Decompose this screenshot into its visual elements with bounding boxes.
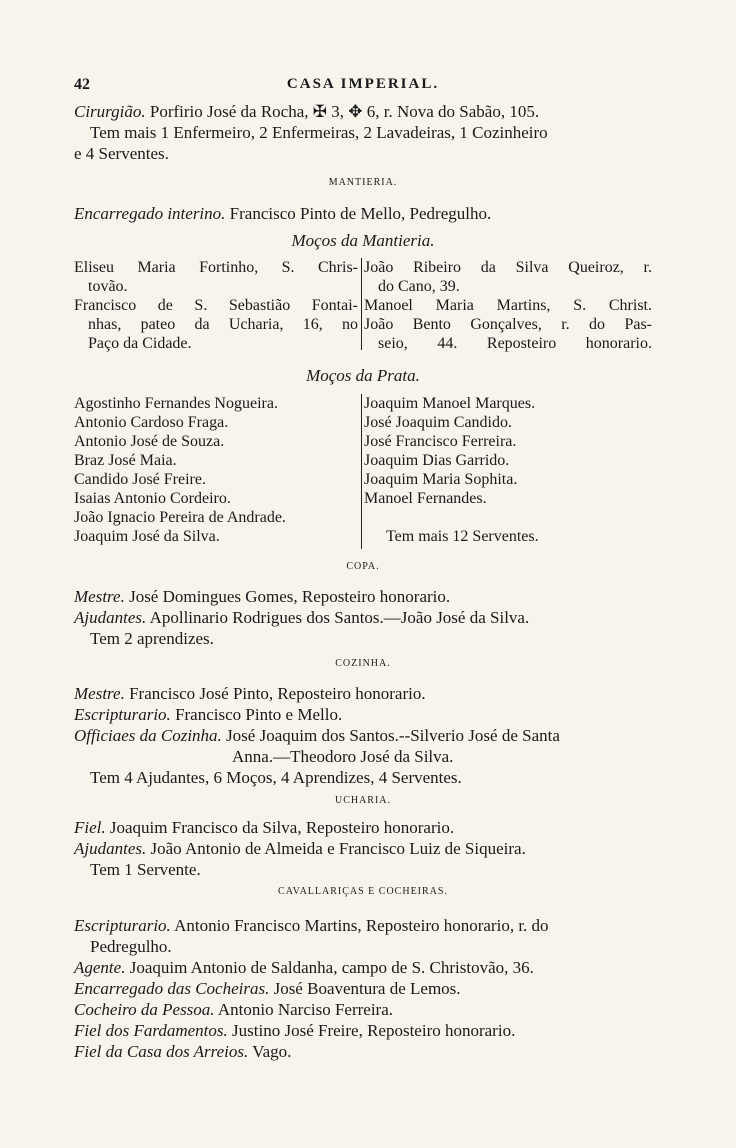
- section-heading-mantieria: MANTIERIA.: [328, 177, 398, 188]
- column-line: João Bento Gonçalves, r. do Pas-: [364, 316, 652, 333]
- column-line: José Francisco Ferreira.: [364, 433, 517, 450]
- subheading-mocos-mantieria: Moços da Mantieria.: [291, 231, 435, 250]
- cav-fiel-fardamentos: Fiel dos Fardamentos. Justino José Freire, Reposteiro honorario.: [74, 1021, 516, 1040]
- cozinha-mestre: Mestre. Francisco José Pinto, Reposteiro honorario.: [74, 684, 426, 703]
- cozinha-block: [74, 683, 652, 788]
- cirurgiao-line: Cirurgião. Porfirio José da Rocha, ✠ 3, ✥ 6, r. Nova do Sabão, 105.: [74, 102, 540, 121]
- column-line: Joaquim Dias Garrido.: [364, 452, 510, 469]
- section-heading-copa: COPA.: [346, 561, 380, 572]
- column-line: Antonio Cardoso Fraga.: [74, 414, 229, 431]
- column-line: do Cano, 39.: [378, 278, 460, 295]
- mantieria-left-column: [74, 258, 358, 353]
- cozinha-officiaes-cont: Anna.—Theodoro José da Silva.: [232, 747, 454, 766]
- column-line: Manoel Maria Martins, S. Christ.: [364, 297, 652, 314]
- column-line: Braz José Maia.: [74, 452, 177, 469]
- entry-title: Fiel.: [74, 818, 106, 837]
- column-line: seio, 44. Reposteiro honorario.: [378, 335, 652, 352]
- entry-title: Escripturario.: [74, 916, 171, 935]
- column-line: Paço da Cidade.: [88, 335, 192, 352]
- cozinha-extra: Tem 4 Ajudantes, 6 Moços, 4 Aprendizes, 4 Serventes.: [90, 768, 462, 787]
- cav-encarregado: Encarregado das Cocheiras. José Boaventura de Lemos.: [74, 979, 461, 998]
- column-divider: [361, 394, 362, 549]
- page-number: 42: [74, 76, 90, 93]
- mantieria-columns: [74, 258, 652, 354]
- intro-line-2: Tem mais 1 Enfermeiro, 2 Enfermeiras, 2 Lavadeiras, 1 Cozinheiro: [90, 123, 548, 142]
- cozinha-escripturario: Escripturario. Francisco Pinto e Mello.: [74, 705, 343, 724]
- column-line: Tem mais 12 Serventes.: [386, 528, 539, 545]
- entry-title: Encarregado interino.: [74, 204, 226, 223]
- column-divider: [361, 258, 362, 350]
- column-line: Agostinho Fernandes Nogueira.: [74, 395, 278, 412]
- ucharia-fiel: Fiel. Joaquim Francisco da Silva, Reposteiro honorario.: [74, 818, 455, 837]
- copa-ajudantes: Ajudantes. Apollinario Rodrigues dos Santos.—João José da Silva.: [74, 608, 530, 627]
- copa-extra: Tem 2 aprendizes.: [90, 629, 214, 648]
- entry-title: Encarregado das Cocheiras.: [74, 979, 270, 998]
- entry-title: Fiel dos Fardamentos.: [74, 1021, 228, 1040]
- column-spacer: [364, 508, 652, 527]
- entry-title: Cocheiro da Pessoa.: [74, 1000, 215, 1019]
- entry-title: Ajudantes.: [74, 839, 147, 858]
- column-line: Joaquim Manoel Marques.: [364, 395, 536, 412]
- entry-title: Mestre.: [74, 684, 125, 703]
- prata-left-column: [74, 394, 358, 546]
- page-header: [74, 76, 652, 100]
- intro-line-3: e 4 Serventes.: [74, 144, 169, 163]
- mantieria-encarregado: Encarregado interino. Francisco Pinto de Mello, Pedregulho.: [74, 204, 492, 223]
- column-line: Joaquim José da Silva.: [74, 528, 220, 545]
- column-line: José Joaquim Candido.: [364, 414, 512, 431]
- section-heading-cozinha: COZINHA.: [335, 658, 391, 669]
- column-line: tovão.: [88, 278, 128, 295]
- copa-mestre: Mestre. José Domingues Gomes, Reposteiro honorario.: [74, 587, 451, 606]
- prata-right-column: [364, 394, 652, 546]
- entry-title: Fiel da Casa dos Arreios.: [74, 1042, 249, 1061]
- entry-title: Escripturario.: [74, 705, 171, 724]
- column-line: João Ribeiro da Silva Queiroz, r.: [364, 259, 652, 276]
- entry-title: Ajudantes.: [74, 608, 147, 627]
- cav-fiel-arreios: Fiel da Casa dos Arreios. Vago.: [74, 1042, 292, 1061]
- subheading-mocos-prata: Moços da Prata.: [306, 366, 420, 385]
- cavallaricas-block: [74, 915, 652, 1062]
- cozinha-officiaes: Officiaes da Cozinha. José Joaquim dos Santos.--Silverio José de Santa: [74, 726, 560, 745]
- ucharia-ajudantes: Ajudantes. João Antonio de Almeida e Francisco Luiz de Siqueira.: [74, 839, 526, 858]
- section-heading-cavallaricas: CAVALLARIÇAS E COCHEIRAS.: [278, 886, 448, 897]
- copa-block: [74, 586, 652, 649]
- column-line: Eliseu Maria Fortinho, S. Chris-: [74, 259, 358, 276]
- cav-escripturario: Escripturario. Antonio Francisco Martins, Reposteiro honorario, r. do: [74, 916, 549, 935]
- intro-block: [74, 101, 652, 164]
- cav-escripturario-cont: Pedregulho.: [90, 937, 172, 956]
- column-line: Manoel Fernandes.: [364, 490, 487, 507]
- column-line: Francisco de S. Sebastião Fontai-: [74, 297, 358, 314]
- entry-title: Cirurgião.: [74, 102, 146, 121]
- prata-columns: [74, 394, 652, 554]
- mantieria-right-column: [364, 258, 652, 353]
- running-title: CASA IMPERIAL.: [286, 76, 440, 92]
- column-line: Antonio José de Souza.: [74, 433, 225, 450]
- column-line: Candido José Freire.: [74, 471, 206, 488]
- ucharia-block: [74, 817, 652, 880]
- column-line: nhas, pateo da Ucharia, 16, no: [88, 316, 358, 333]
- entry-title: Mestre.: [74, 587, 125, 606]
- entry-title: Agente.: [74, 958, 126, 977]
- column-line: Joaquim Maria Sophita.: [364, 471, 518, 488]
- section-heading-ucharia: UCHARIA.: [334, 795, 392, 806]
- entry-title: Officiaes da Cozinha.: [74, 726, 222, 745]
- cav-agente: Agente. Joaquim Antonio de Saldanha, campo de S. Christovão, 36.: [74, 958, 534, 977]
- column-line: João Ignacio Pereira de Andrade.: [74, 509, 286, 526]
- ucharia-extra: Tem 1 Servente.: [90, 860, 201, 879]
- cav-cocheiro: Cocheiro da Pessoa. Antonio Narciso Ferreira.: [74, 1000, 394, 1019]
- column-line: Isaias Antonio Cordeiro.: [74, 490, 231, 507]
